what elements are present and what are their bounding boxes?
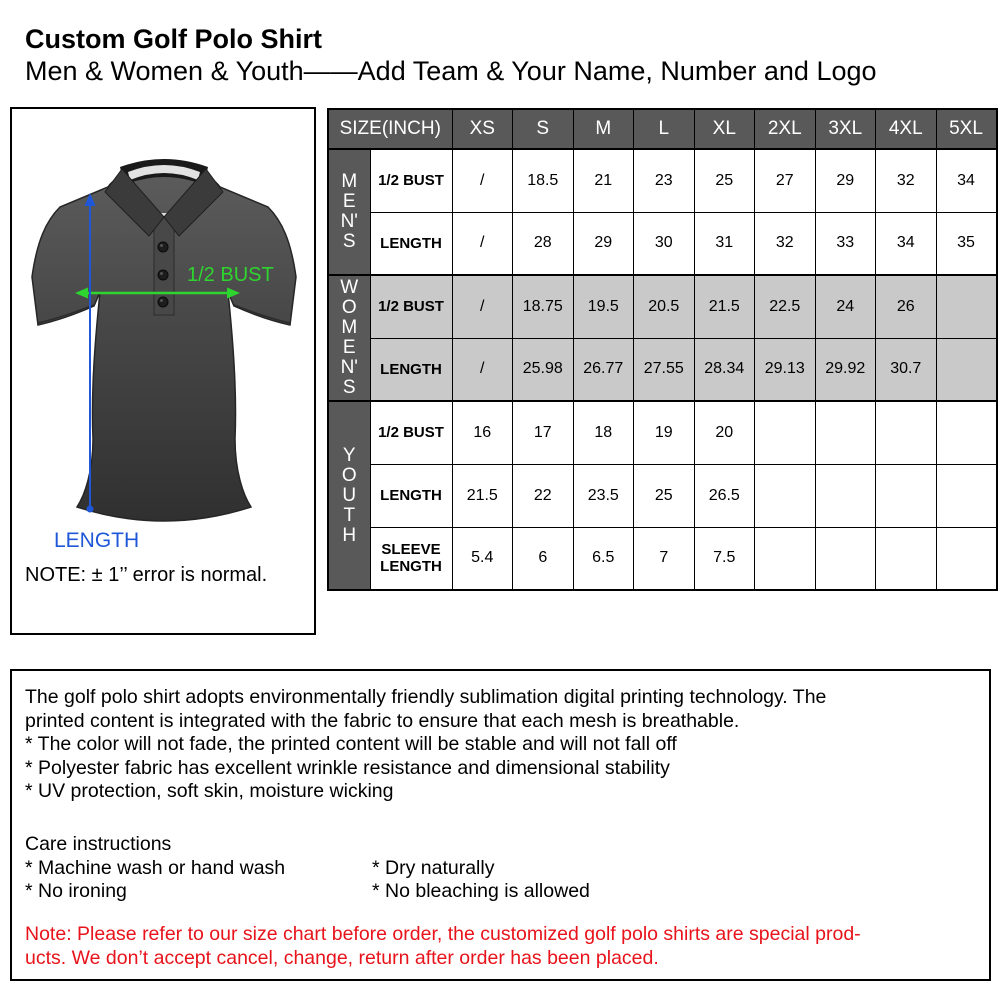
- size-cell: 23: [634, 149, 695, 212]
- size-cell: 26.5: [694, 464, 755, 527]
- size-cell: [755, 464, 816, 527]
- size-cell: 25: [694, 149, 755, 212]
- size-column-header: 4XL: [876, 109, 937, 149]
- size-row: [328, 149, 997, 212]
- size-cell: 27: [755, 149, 816, 212]
- size-column-header: 3XL: [815, 109, 876, 149]
- size-cell: 31: [694, 212, 755, 275]
- size-row: [328, 464, 997, 527]
- size-cell: 6.5: [573, 527, 634, 590]
- size-cell: 25.98: [513, 338, 574, 401]
- size-chart-table: [327, 108, 998, 591]
- description-box: [10, 669, 991, 981]
- description-text: [25, 686, 826, 804]
- size-cell: 6: [513, 527, 574, 590]
- size-cell: 34: [936, 149, 997, 212]
- product-subtitle: Men & Women & Youth——Add Team & Your Name, Number and Logo: [25, 56, 877, 86]
- section-label: M E N' S: [328, 149, 370, 275]
- size-cell: 22: [513, 464, 574, 527]
- size-cell: 20.5: [634, 275, 695, 338]
- size-cell: 32: [876, 149, 937, 212]
- size-cell: 24: [815, 275, 876, 338]
- measurement-figure-box: [10, 107, 316, 635]
- size-cell: [815, 401, 876, 464]
- size-cell: [936, 464, 997, 527]
- size-cell: 26: [876, 275, 937, 338]
- order-note-line: ucts. We don’t accept cancel, change, return after order has been placed.: [25, 946, 659, 969]
- size-unit-header: SIZE(INCH): [328, 109, 452, 149]
- size-chart-header-row: [328, 109, 997, 149]
- size-column-header: XS: [452, 109, 513, 149]
- row-label: 1/2 BUST: [370, 275, 452, 338]
- size-cell: 29.92: [815, 338, 876, 401]
- care-instructions: [25, 833, 590, 904]
- size-column-header: 5XL: [936, 109, 997, 149]
- size-cell: 21: [573, 149, 634, 212]
- order-note-line: Note: Please refer to our size chart before order, the customized golf polo shirts are special prod-: [25, 923, 861, 945]
- size-cell: [936, 275, 997, 338]
- size-cell: 20: [694, 401, 755, 464]
- size-cell: [876, 527, 937, 590]
- row-label: LENGTH: [370, 212, 452, 275]
- size-cell: [755, 527, 816, 590]
- description-line: printed content is integrated with the fabric to ensure that each mesh is breathable.: [25, 709, 740, 732]
- size-cell: [936, 527, 997, 590]
- size-column-header: S: [513, 109, 574, 149]
- size-cell: 18.75: [513, 275, 574, 338]
- size-row: [328, 212, 997, 275]
- size-cell: 21.5: [452, 464, 513, 527]
- order-note: [25, 923, 861, 970]
- section-label: Y O U T H: [328, 401, 370, 590]
- figure-note: NOTE: ± 1’’ error is normal.: [25, 564, 268, 586]
- size-cell: 19: [634, 401, 695, 464]
- size-cell: 19.5: [573, 275, 634, 338]
- size-chart-header: [328, 109, 997, 149]
- size-cell: 5.4: [452, 527, 513, 590]
- size-cell: /: [452, 212, 513, 275]
- size-cell: [876, 401, 937, 464]
- size-cell: 33: [815, 212, 876, 275]
- care-item: * No ironing: [25, 880, 127, 902]
- size-cell: 28: [513, 212, 574, 275]
- size-cell: 26.77: [573, 338, 634, 401]
- size-chart-body: [328, 149, 997, 590]
- size-row: [328, 338, 997, 401]
- size-cell: [876, 464, 937, 527]
- size-cell: 17: [513, 401, 574, 464]
- size-cell: [815, 464, 876, 527]
- size-row: [328, 275, 997, 338]
- size-cell: 27.55: [634, 338, 695, 401]
- care-item: * No bleaching is allowed: [372, 880, 590, 902]
- size-column-header: 2XL: [755, 109, 816, 149]
- bust-measure-label: 1/2 BUST: [187, 264, 274, 286]
- size-cell: 16: [452, 401, 513, 464]
- row-label: LENGTH: [370, 464, 452, 527]
- size-cell: [936, 401, 997, 464]
- size-column-header: L: [634, 109, 695, 149]
- length-measure-label: LENGTH: [54, 529, 140, 552]
- size-cell: 35: [936, 212, 997, 275]
- size-cell: 18: [573, 401, 634, 464]
- row-label: 1/2 BUST: [370, 401, 452, 464]
- description-bullet: * The color will not fade, the printed content will be stable and will not fall off: [25, 733, 677, 755]
- size-cell: /: [452, 149, 513, 212]
- section-label: W O M E N' S: [328, 275, 370, 401]
- size-row: [328, 527, 997, 590]
- size-column-header: M: [573, 109, 634, 149]
- row-label: LENGTH: [370, 338, 452, 401]
- size-cell: 29.13: [755, 338, 816, 401]
- size-cell: 21.5: [694, 275, 755, 338]
- description-line: The golf polo shirt adopts environmentally friendly sublimation digital printing technology. The: [25, 686, 827, 708]
- size-cell: 32: [755, 212, 816, 275]
- size-cell: [755, 401, 816, 464]
- size-column-header: XL: [694, 109, 755, 149]
- care-item: * Dry naturally: [372, 856, 495, 879]
- polo-shirt-image: [12, 109, 318, 559]
- description-bullet: * UV protection, soft skin, moisture wicking: [25, 780, 394, 802]
- size-cell: 30.7: [876, 338, 937, 401]
- size-cell: 7.5: [694, 527, 755, 590]
- care-item: * Machine wash or hand wash: [25, 856, 286, 879]
- size-cell: 29: [573, 212, 634, 275]
- size-cell: [936, 338, 997, 401]
- size-cell: /: [452, 338, 513, 401]
- row-label: 1/2 BUST: [370, 149, 452, 212]
- size-row: [328, 401, 997, 464]
- size-cell: 22.5: [755, 275, 816, 338]
- care-title: Care instructions: [25, 833, 172, 855]
- size-cell: 25: [634, 464, 695, 527]
- size-cell: 28.34: [694, 338, 755, 401]
- size-cell: 23.5: [573, 464, 634, 527]
- size-cell: 29: [815, 149, 876, 212]
- size-cell: 34: [876, 212, 937, 275]
- size-cell: [815, 527, 876, 590]
- size-cell: 18.5: [513, 149, 574, 212]
- size-cell: 7: [634, 527, 695, 590]
- product-title: Custom Golf Polo Shirt: [25, 24, 322, 54]
- row-label: SLEEVE LENGTH: [370, 527, 452, 590]
- size-cell: /: [452, 275, 513, 338]
- description-bullet: * Polyester fabric has excellent wrinkle resistance and dimensional stability: [25, 756, 670, 779]
- size-cell: 30: [634, 212, 695, 275]
